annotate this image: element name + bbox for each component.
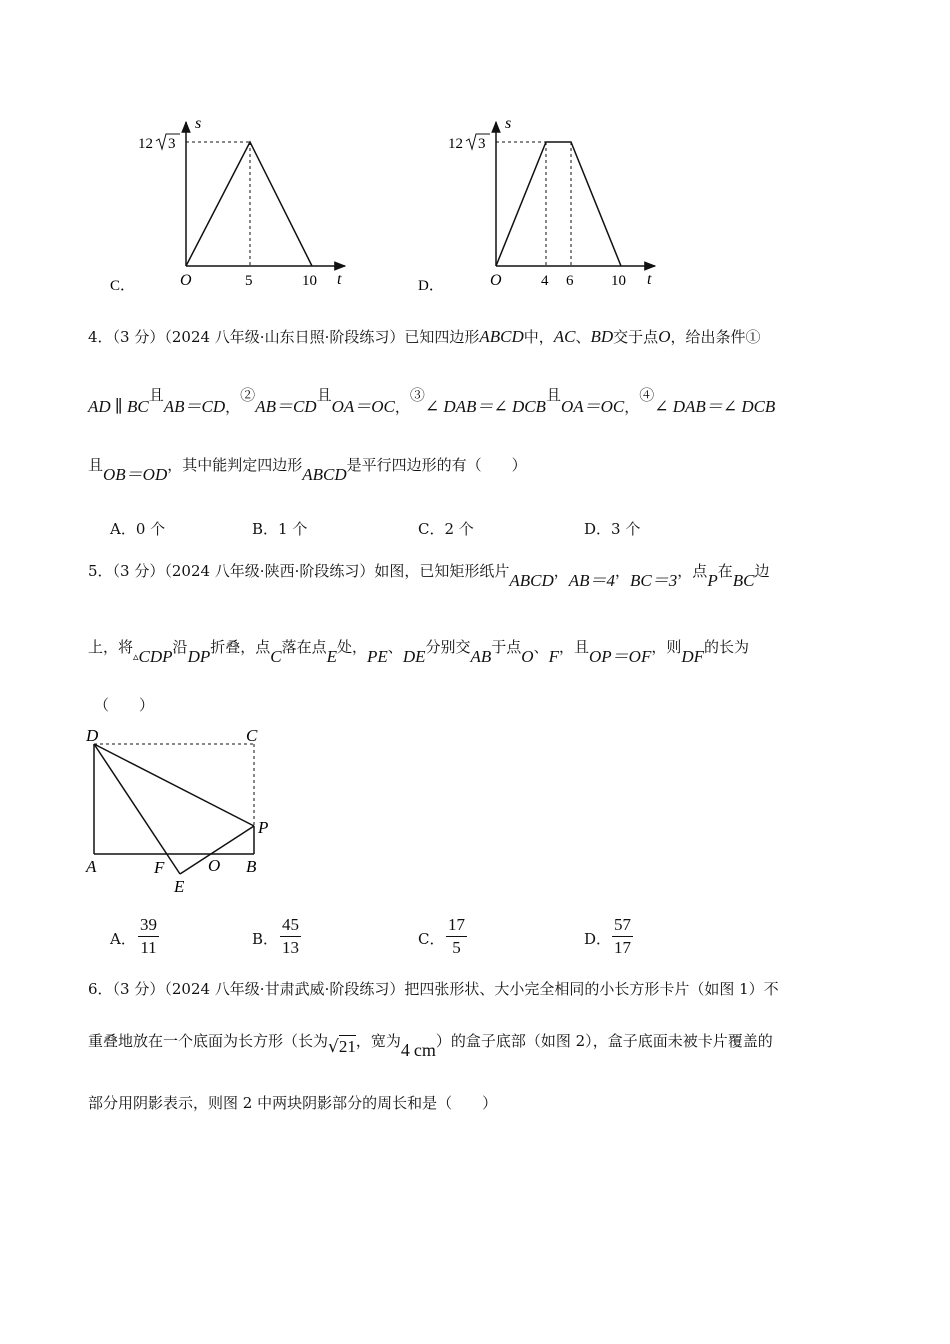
- q5-answer-paren: （ ）: [94, 696, 155, 714]
- q4-line-2: AD ∥ BC且AB＝CD，②AB＝CD且OA＝OC，③∠ DAB＝∠ DCB且OA＝OC，④∠ DAB＝∠ DCB: [88, 386, 776, 416]
- y-tick-label: 12: [448, 136, 463, 152]
- q5-option-d-label[interactable]: D．: [584, 930, 612, 948]
- option-label: C．: [110, 278, 136, 294]
- q5-option-b-label[interactable]: B．: [252, 930, 279, 948]
- graph-line: [496, 142, 621, 266]
- vertex-label-d: D: [86, 726, 99, 745]
- q4-option[interactable]: A．0 个: [110, 520, 166, 538]
- y-axis-label: s: [505, 115, 512, 132]
- x-tick-label: 4: [541, 273, 549, 289]
- x-tick-label: 5: [245, 273, 253, 289]
- q5-figure: [80, 722, 280, 898]
- x-tick-label: 10: [302, 273, 317, 289]
- vertex-label-c: C: [246, 726, 258, 745]
- x-axis-label: t: [647, 271, 652, 288]
- origin-label: O: [180, 272, 192, 289]
- graph-c: [100, 110, 360, 300]
- q5-option-c-label[interactable]: C．: [418, 930, 445, 948]
- vertex-label-p: P: [258, 818, 269, 837]
- y-tick-radicand: 3: [168, 136, 176, 152]
- q5-option-a-label[interactable]: A．: [110, 930, 136, 948]
- q6-line-3: 部分用阴影表示，则图 2 中两块阴影部分的周长和是（ ）: [88, 1094, 498, 1112]
- origin-label: O: [490, 272, 502, 289]
- graph-line: [186, 142, 312, 266]
- vertex-label-e: E: [174, 877, 185, 896]
- x-tick-label: 10: [611, 273, 626, 289]
- q5-line-1: 5．（3 分）（2024 八年级·陕西·阶段练习）如图，已知矩形纸片ABCD，AB＝4，BC＝3，点P在BC边: [88, 562, 770, 590]
- vertex-label-f: F: [154, 858, 165, 877]
- q5-option-c-fraction: 17 5: [448, 915, 465, 957]
- q4-option[interactable]: D．3 个: [584, 520, 641, 538]
- x-tick-label: 6: [566, 273, 574, 289]
- q5-line-2: 上，将$_▵$CDP沿DP折叠，点C落在点E处，PE、DE分别交AB于点O、F，且OP＝OF，则DF的长为: [88, 638, 750, 666]
- q4-line-1: 4．（3 分）（2024 八年级·山东日照·阶段练习）已知四边形ABCD中，AC、BD交于点O，给出条件①: [88, 327, 761, 346]
- vertex-label-b: B: [246, 857, 257, 876]
- vertex-label-o: O: [208, 856, 221, 875]
- radicand: 21: [338, 1037, 356, 1056]
- q5-option-a-fraction: 39 11: [140, 915, 157, 957]
- y-tick-label: 12: [138, 136, 153, 152]
- y-axis-label: s: [195, 115, 202, 132]
- option-label: D．: [418, 278, 444, 294]
- edge-dp: [94, 744, 254, 826]
- vertex-label-a: A: [86, 857, 97, 876]
- graph-d: [410, 110, 670, 300]
- q4-option[interactable]: C．2 个: [418, 520, 474, 538]
- q5-option-d-fraction: 57 17: [614, 915, 631, 957]
- x-axis-label: t: [337, 271, 342, 288]
- q6-line-1: 6．（3 分）（2024 八年级·甘肃武威·阶段练习）把四张形状、大小完全相同的小长方形卡片（如图 1）不: [88, 980, 779, 998]
- q4-option[interactable]: B．1 个: [252, 520, 308, 538]
- y-tick-radicand: 3: [478, 136, 486, 152]
- sqrt-icon: √: [328, 1037, 339, 1057]
- q5-option-b-fraction: 45 13: [282, 915, 299, 957]
- q4-line-3: 且OB＝OD，其中能判定四边形ABCD是平行四边形的有（ ）: [88, 456, 527, 484]
- q6-line-2: 重叠地放在一个底面为长方形（长为√21，宽为4 cm）的盒子底部（如图 2），盒子底面未被卡片覆盖的: [88, 1032, 773, 1060]
